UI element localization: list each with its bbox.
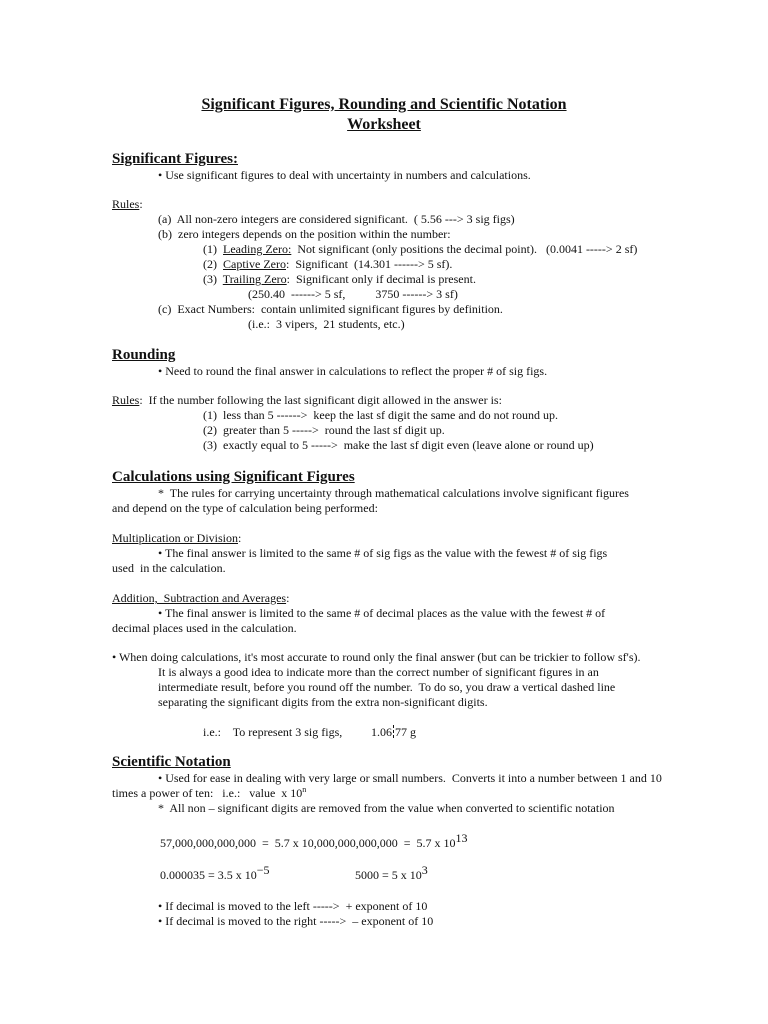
calc-tip-4: separating the significant digits from the extra non-significant digits. <box>158 695 488 709</box>
rule-b3-num: (3) <box>203 272 223 286</box>
add-sub-label: Addition, Subtraction and Averages <box>112 591 287 605</box>
rule-b2-num: (2) <box>203 257 223 271</box>
calc-tip-1: • When doing calculations, it's most accurate to round only the final answer (but can be trickier to follow sf's). <box>112 650 641 664</box>
mult-div-colon: : <box>238 531 242 545</box>
title-line-1: Significant Figures, Rounding and Scientific Notation <box>201 96 567 113</box>
add-sub-rule-2: decimal places used in the calculation. <box>112 621 297 635</box>
rule-b1-text: Not significant (only positions the decimal point). (0.0041 -----> 2 sf) <box>291 242 638 256</box>
example-extra-digits: 77 g <box>395 725 416 739</box>
sci-example-3 <box>355 863 428 883</box>
captive-zero-label: Captive Zero <box>223 257 286 271</box>
trailing-zero-label: Trailing Zero <box>222 272 287 286</box>
add-sub-colon: : <box>286 591 290 605</box>
calc-heading: Calculations using Significant Figures <box>112 469 355 485</box>
mult-div-label-line <box>112 531 241 546</box>
sci-example-2-exp: −5 <box>256 863 270 877</box>
rule-a: (a) All non-zero integers are considered significant. ( 5.56 ---> 3 sig figs) <box>158 212 515 226</box>
sci-example-1-base: 57,000,000,000,000 = 5.7 x 10,000,000,000,000 = 5.7 x 10 <box>160 836 456 850</box>
calc-intro-2: and depend on the type of calculation being performed: <box>112 501 378 515</box>
rounding-rules-line <box>112 393 502 408</box>
calc-tip-3: intermediate result, before you round off the number. To do so, you draw a vertical dashed line <box>158 680 616 694</box>
sci-example-1 <box>160 831 468 851</box>
rule-b3-example: (250.40 ------> 5 sf, 3750 ------> 3 sf) <box>248 287 458 301</box>
rules-label: Rules <box>112 197 140 211</box>
decimal-left-rule: • If decimal is moved to the left -----> + exponent of 10 <box>158 899 428 913</box>
rule-c: (c) Exact Numbers: contain unlimited significant figures by definition. <box>158 302 503 316</box>
sigfig-rules-line <box>112 197 143 212</box>
sci-example-1-exp: 13 <box>455 831 468 845</box>
dashed-separator <box>393 725 394 738</box>
add-sub-label-line <box>112 591 289 606</box>
rule-b1 <box>203 242 637 257</box>
calc-intro-1: * The rules for carrying uncertainty through mathematical calculations involve significant figures <box>158 486 629 500</box>
sci-note: * All non – significant digits are removed from the value when converted to scientific notation <box>158 801 615 815</box>
rule-c-example: (i.e.: 3 vipers, 21 students, etc.) <box>248 317 405 331</box>
rule-b: (b) zero integers depends on the position within the number: <box>158 227 451 241</box>
add-sub-rule-1: • The final answer is limited to the same # of decimal places as the value with the fewest # of <box>158 606 606 620</box>
rules-colon: : <box>139 197 143 211</box>
sci-bullet-1: • Used for ease in dealing with very large or small numbers. Converts it into a number between 1 and 10 <box>158 771 662 785</box>
sigfig-bullet: • Use significant figures to deal with uncertainty in numbers and calculations. <box>158 168 531 182</box>
rounding-rules-label: Rules <box>112 393 140 407</box>
sci-example-2-base: 0.000035 = 3.5 x 10 <box>160 868 257 882</box>
calc-example-label: i.e.: To represent 3 sig figs, <box>203 725 343 739</box>
leading-zero-label: Leading Zero: <box>223 242 292 256</box>
rounding-rule-3: (3) exactly equal to 5 -----> make the last sf digit even (leave alone or round up) <box>203 438 594 452</box>
example-sig-digits: 1.06 <box>371 725 392 739</box>
mult-div-rule-1: • The final answer is limited to the same # of sig figs as the value with the fewest # of sig figs <box>158 546 608 560</box>
rule-b1-num: (1) <box>203 242 223 256</box>
rule-b3-text: : Significant only if decimal is present. <box>286 272 476 286</box>
rule-b3 <box>203 272 476 287</box>
calc-example-value <box>371 725 416 740</box>
sci-example-3-base: 5000 = 5 x 10 <box>355 868 422 882</box>
mult-div-label: Multiplication or Division <box>112 531 238 545</box>
rounding-bullet: • Need to round the final answer in calculations to reflect the proper # of sig figs. <box>158 364 548 378</box>
sci-example-2 <box>160 863 270 883</box>
rounding-rules-text: : If the number following the last significant digit allowed in the answer is: <box>139 393 502 407</box>
title-line-2: Worksheet <box>347 116 421 133</box>
decimal-right-rule: • If decimal is moved to the right -----> – exponent of 10 <box>158 914 434 928</box>
sci-heading: Scientific Notation <box>112 754 231 770</box>
rule-b2-text: : Significant (14.301 ------> 5 sf). <box>285 257 453 271</box>
calc-tip-2: It is always a good idea to indicate more than the correct number of significant figures in an <box>158 665 599 679</box>
sci-example-3-exp: 3 <box>421 863 428 877</box>
mult-div-rule-2: used in the calculation. <box>112 561 226 575</box>
sci-bullet-1b-text: times a power of ten: i.e.: value x 10 <box>112 786 303 800</box>
sci-bullet-1b <box>112 786 306 801</box>
sigfig-heading: Significant Figures: <box>112 151 238 167</box>
rounding-rule-2: (2) greater than 5 -----> round the last sf digit up. <box>203 423 445 437</box>
rounding-rule-1: (1) less than 5 ------> keep the last sf digit the same and do not round up. <box>203 408 559 422</box>
rounding-heading: Rounding <box>112 347 176 363</box>
rule-b2 <box>203 257 452 272</box>
sci-exponent-n: n <box>302 785 307 794</box>
